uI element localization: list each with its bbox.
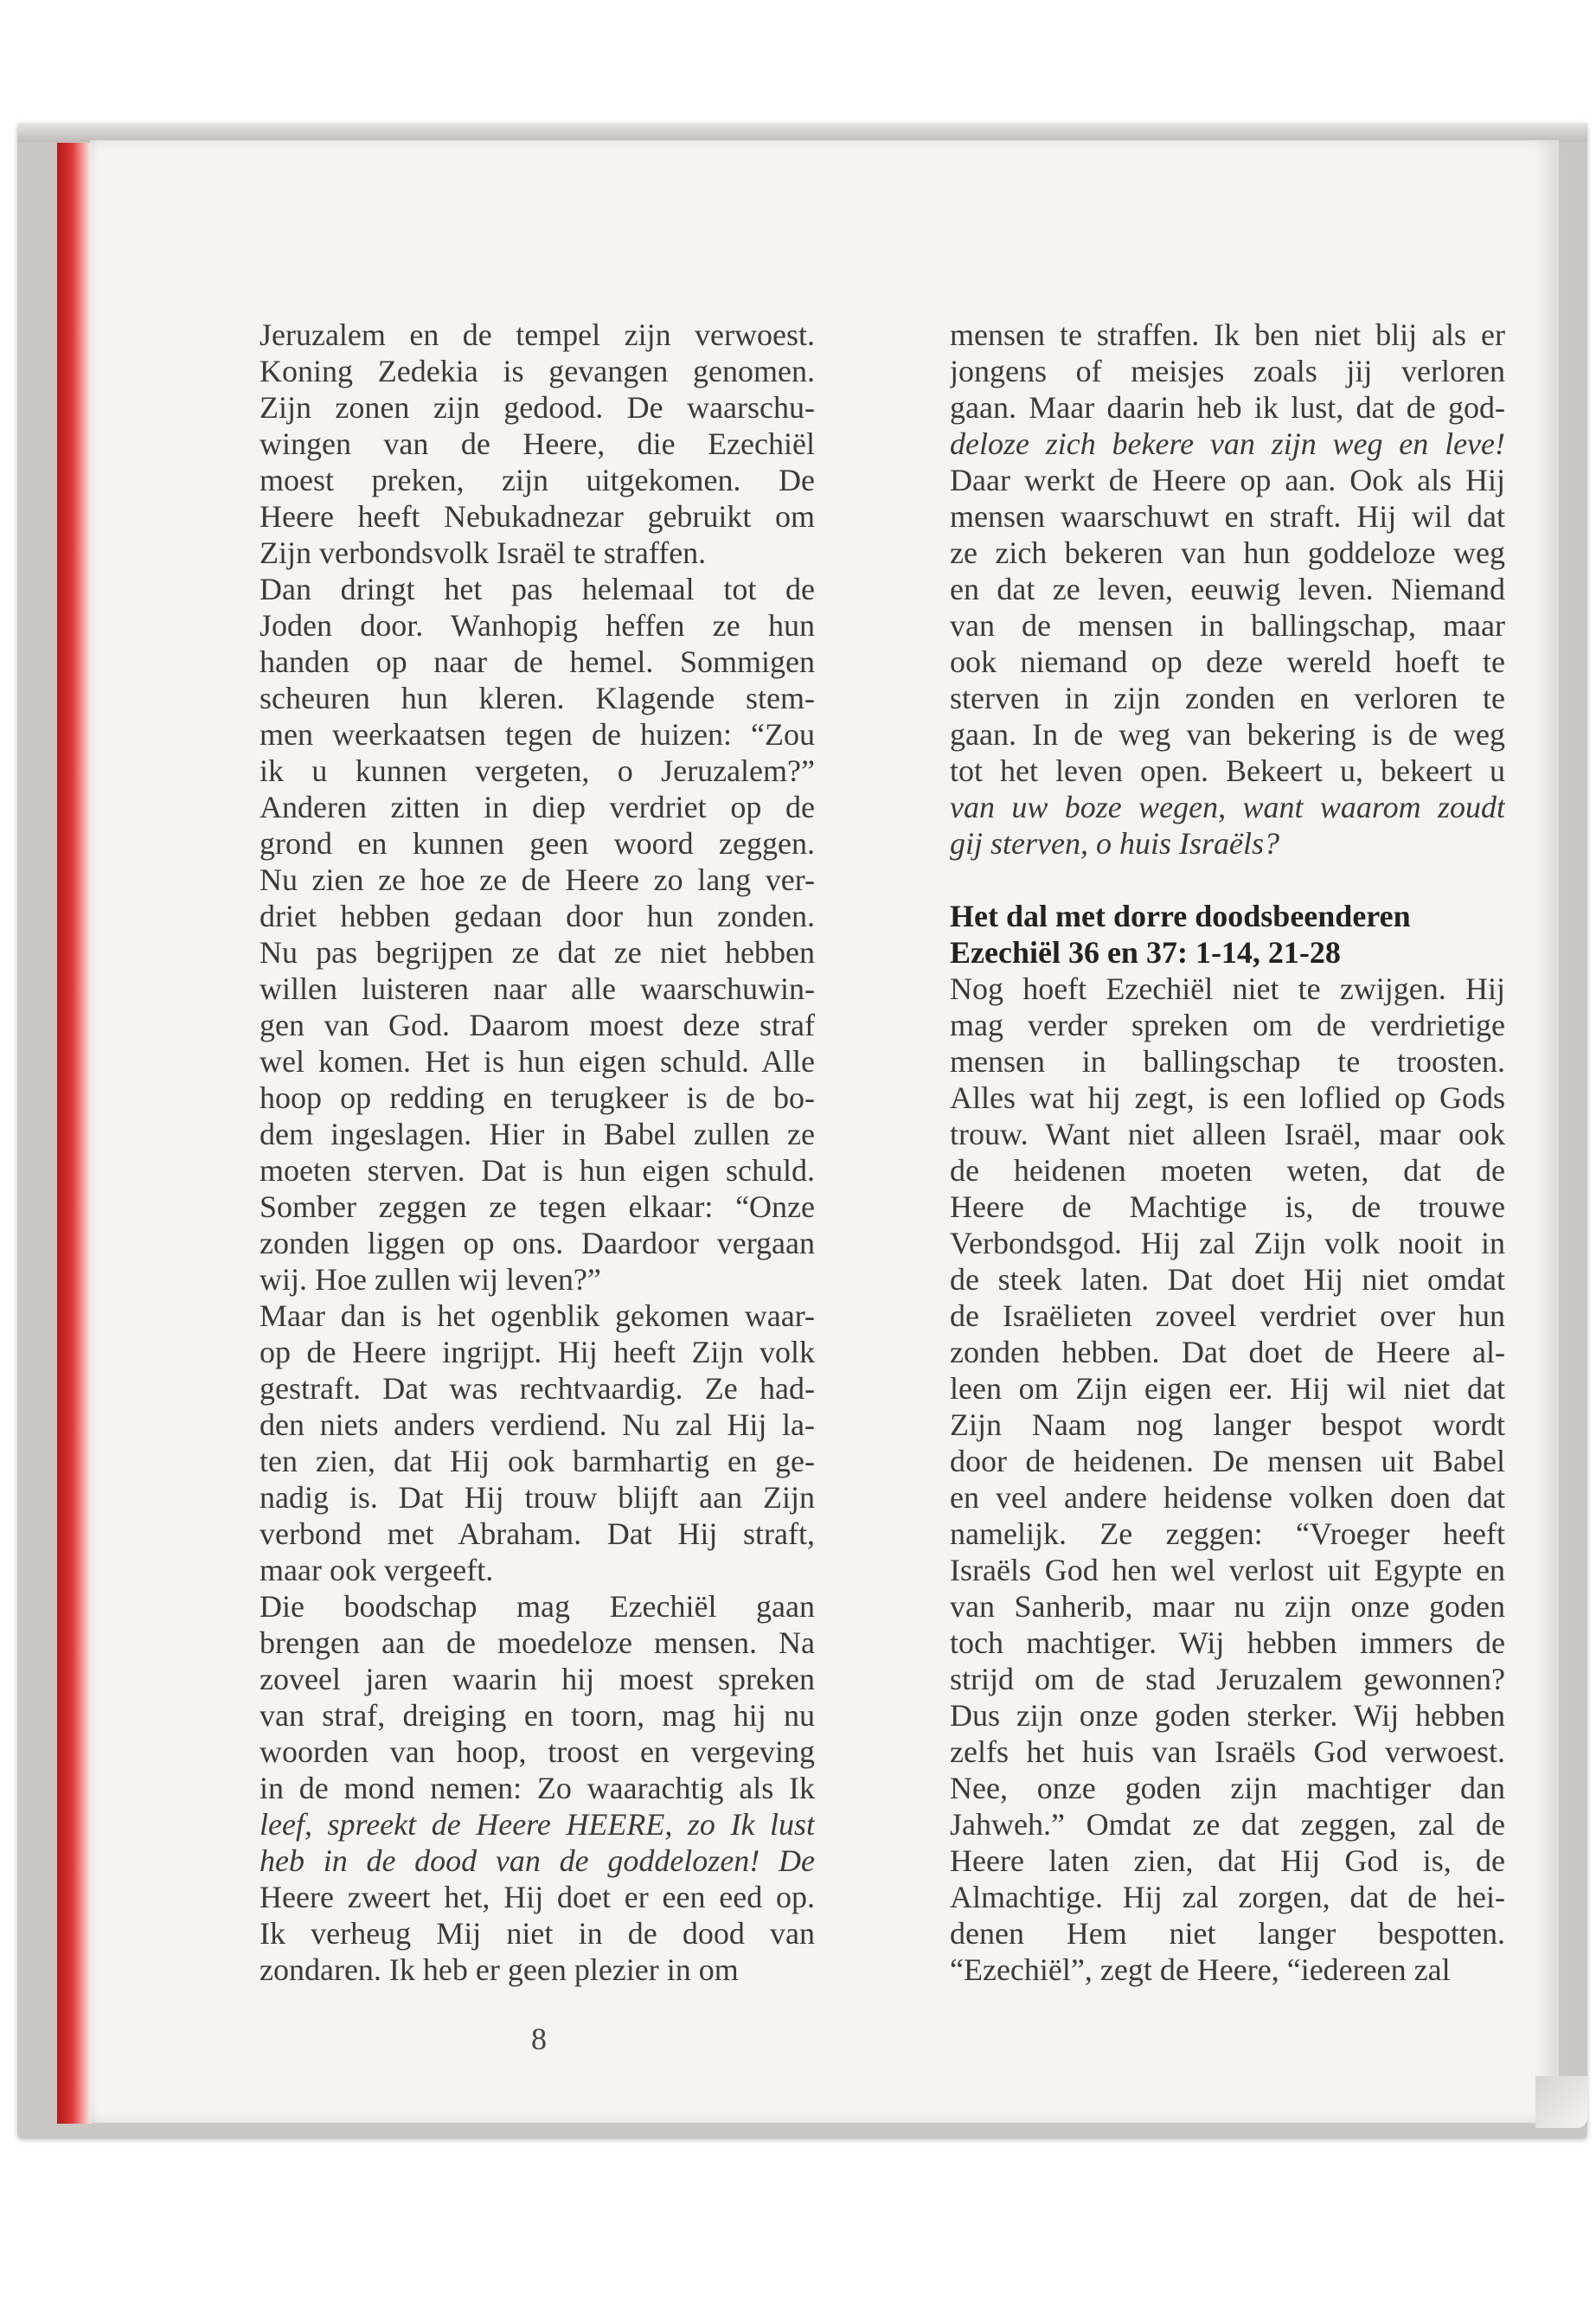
left-text-column [260, 317, 815, 1988]
text-line: Joden door. Wanhopig heffen ze hun [260, 608, 815, 643]
text-line: tot het leven open. Bekeert u, bekeert u [950, 753, 1505, 788]
text-line: grond en kunnen geen woord zeggen. [260, 826, 815, 861]
text-line: Verbondsgod. Hij zal Zijn volk nooit in [950, 1226, 1505, 1260]
text-line: Somber zeggen ze tegen elkaar: “Onze [260, 1189, 815, 1224]
text-line: zondaren. Ik heb er geen plezier in om [260, 1952, 739, 1987]
text-line: en dat ze leven, eeuwig leven. Niemand [950, 572, 1505, 606]
text-line: van Sanherib, maar nu zijn onze goden [950, 1589, 1505, 1624]
page-corner [1535, 2076, 1587, 2128]
text-line: van de mensen in ballingschap, maar [950, 608, 1505, 643]
text-line: Nu pas begrijpen ze dat ze niet hebben [260, 935, 815, 970]
text-line: wel komen. Het is hun eigen schuld. Alle [260, 1044, 815, 1079]
text-line: ook niemand op deze wereld hoeft te [950, 644, 1505, 679]
text-line: “Ezechiël”, zegt de Heere, “iedereen zal [950, 1952, 1451, 1987]
text-line: door de heidenen. De mensen uit Babel [950, 1444, 1505, 1478]
text-line: trouw. Want niet alleen Israël, maar ook [950, 1117, 1505, 1151]
text-line: namelijk. Ze zeggen: “Vroeger heeft [950, 1516, 1505, 1551]
text-line: Heere zweert het, Hij doet er een eed op. [260, 1880, 815, 1914]
section-heading: Het dal met dorre doodsbeenderen [950, 899, 1411, 933]
text-line: Nog hoeft Ezechiël niet te zwijgen. Hij [950, 971, 1505, 1006]
text-line: handen op naar de hemel. Sommigen [260, 644, 815, 679]
text-line: mensen in ballingschap te troosten. [950, 1044, 1505, 1079]
text-line: den niets anders verdiend. Nu zal Hij la- [260, 1407, 815, 1442]
text-line: Jahweh.” Omdat ze dat zeggen, zal de [950, 1807, 1505, 1842]
text-line: Jeruzalem en de tempel zijn verwoest. [260, 317, 815, 352]
text-line: Heere de Machtige is, de trouwe [950, 1189, 1505, 1224]
right-text-column [950, 317, 1505, 1988]
text-line: mensen waarschuwt en straft. Hij wil dat [950, 499, 1505, 534]
text-line: Zijn verbondsvolk Israël te straffen. [260, 535, 707, 570]
text-line: jongens of meisjes zoals jij verloren [950, 354, 1505, 388]
text-line: brengen aan de moedeloze mensen. Na [260, 1625, 815, 1660]
text-line: gen van God. Daarom moest deze straf [260, 1008, 815, 1042]
text-line: van straf, dreiging en toorn, mag hij nu [260, 1698, 815, 1733]
text-line: Dus zijn onze goden sterker. Wij hebben [950, 1698, 1505, 1733]
text-line: wij. Hoe zullen wij leven?” [260, 1262, 601, 1297]
text-line: wingen van de Heere, die Ezechiël [260, 426, 815, 461]
text-line: op de Heere ingrijpt. Hij heeft Zijn volk [260, 1335, 815, 1369]
text-line: Zijn Naam nog langer bespot wordt [950, 1407, 1505, 1442]
text-line: leen om Zijn eigen eer. Hij wil niet dat [950, 1371, 1505, 1406]
section-spacer [950, 862, 1505, 898]
text-line: denen Hem niet langer bespotten. [950, 1916, 1505, 1951]
text-line: Heere laten zien, dat Hij God is, de [950, 1843, 1505, 1878]
text-line: de Israëlieten zoveel verdriet over hun [950, 1298, 1505, 1333]
text-line: woorden van hoop, troost en vergeving [260, 1734, 815, 1769]
red-page-edge [57, 143, 92, 2124]
text-line: leef, spreekt de Heere HEERE, zo Ik lust [260, 1807, 815, 1842]
text-line: de heidenen moeten weten, dat de [950, 1153, 1505, 1188]
text-line: ze zich bekeren van hun goddeloze weg [950, 535, 1505, 570]
text-line: zonden hebben. Dat doet de Heere al- [950, 1335, 1505, 1369]
text-line: in de mond nemen: Zo waarachtig als Ik [260, 1771, 815, 1805]
text-line: willen luisteren naar alle waarschuwin- [260, 971, 815, 1006]
text-line: Ik verheug Mij niet in de dood van [260, 1916, 815, 1951]
text-line: Daar werkt de Heere op aan. Ook als Hij [950, 463, 1505, 497]
text-line: sterven in zijn zonden en verloren te [950, 681, 1505, 715]
text-line: gestraft. Dat was rechtvaardig. Ze had- [260, 1371, 815, 1406]
book-cover-top-edge [17, 123, 1587, 142]
text-line: Heere heeft Nebukadnezar gebruikt om [260, 499, 815, 534]
text-line: Maar dan is het ogenblik gekomen waar- [260, 1298, 815, 1333]
text-line: Anderen zitten in diep verdriet op de [260, 790, 815, 824]
section-heading: Ezechiël 36 en 37: 1-14, 21-28 [950, 935, 1341, 970]
text-line: Nu zien ze hoe ze de Heere zo lang ver- [260, 862, 815, 897]
text-line: nadig is. Dat Hij trouw blijft aan Zijn [260, 1480, 815, 1515]
text-line: toch machtiger. Wij hebben immers de [950, 1625, 1505, 1660]
text-line: gaan. In de weg van bekering is de weg [950, 717, 1505, 752]
text-line: mag verder spreken om de verdrietige [950, 1008, 1505, 1042]
text-line: hoop op redding en terugkeer is de bo- [260, 1080, 815, 1115]
text-line: deloze zich bekere van zijn weg en leve! [950, 426, 1505, 461]
text-line: en veel andere heidense volken doen dat [950, 1480, 1505, 1515]
text-line: zoveel jaren waarin hij moest spreken [260, 1662, 815, 1696]
text-line: maar ook vergeeft. [260, 1553, 494, 1587]
text-line: dem ingeslagen. Hier in Babel zullen ze [260, 1117, 815, 1151]
text-line: Almachtige. Hij zal zorgen, dat de hei- [950, 1880, 1505, 1914]
text-line: Nee, onze goden zijn machtiger dan [950, 1771, 1505, 1805]
text-line: ten zien, dat Hij ook barmhartig en ge- [260, 1444, 815, 1478]
text-line: heb in de dood van de goddelozen! De [260, 1843, 815, 1878]
text-line: Dan dringt het pas helemaal tot de [260, 572, 815, 606]
text-line: Zijn zonen zijn gedood. De waarschu- [260, 390, 815, 425]
text-line: zelfs het huis van Israëls God verwoest. [950, 1734, 1505, 1769]
text-line: Israëls God hen wel verlost uit Egypte en [950, 1553, 1505, 1587]
text-line: Alles wat hij zegt, is een loflied op Gods [950, 1080, 1505, 1115]
text-line: Koning Zedekia is gevangen genomen. [260, 354, 815, 388]
text-line: strijd om de stad Jeruzalem gewonnen? [950, 1662, 1505, 1696]
text-line: mensen te straffen. Ik ben niet blij als er [950, 317, 1505, 352]
text-line: verbond met Abraham. Dat Hij straft, [260, 1516, 815, 1551]
text-line: gaan. Maar daarin heb ik lust, dat de god- [950, 390, 1505, 425]
page-number: 8 [531, 2022, 547, 2056]
text-line: zonden liggen op ons. Daardoor vergaan [260, 1226, 815, 1260]
text-line: men weerkaatsen tegen de huizen: “Zou [260, 717, 815, 752]
text-line: de steek laten. Dat doet Hij niet omdat [950, 1262, 1505, 1297]
text-line: scheuren hun kleren. Klagende stem- [260, 681, 815, 715]
text-line: driet hebben gedaan door hun zonden. [260, 899, 815, 933]
text-line: van uw boze wegen, want waarom zoudt [950, 790, 1505, 824]
text-line: gij sterven, o huis Israëls? [950, 826, 1279, 861]
text-line: moeten sterven. Dat is hun eigen schuld. [260, 1153, 815, 1188]
text-line: ik u kunnen vergeten, o Jeruzalem?” [260, 753, 815, 788]
text-line: moest preken, zijn uitgekomen. De [260, 463, 815, 497]
text-line: Die boodschap mag Ezechiël gaan [260, 1589, 815, 1624]
